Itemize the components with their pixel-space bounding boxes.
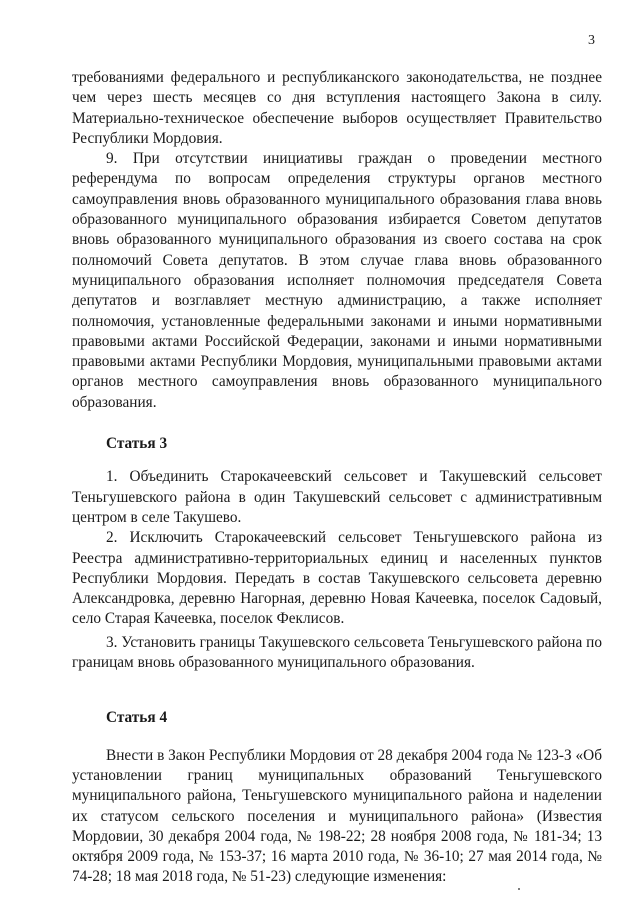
article-3-item-3: 3. Установить границы Такушевского сельсовета Теньгушевского района по границам вновь образованного муниципального образования. [72, 633, 602, 672]
article-4-text: Внести в Закон Республики Мордовия от 28 декабря 2004 года № 123-З «Об установлении границ муниципальных образований Теньгушевского муниципального района, Теньгушевского муниципального района и наделении их статусом сельского поселения и муниципального района» (Известия Мордовии, 30 декабря 2004 года, № 198-22; 28 ноября 2008 года, № 181-34; 13 октября 2009 года, № 153-37; 16 марта 2010 года, № 36-10; 27 мая 2014 года, № 74-28; 18 мая 2018 года, № 51-23) следующие изменения: [72, 746, 602, 886]
paragraph-continuation: требованиями федерального и республиканского законодательства, не позднее чем через шесть месяцев со дня вступления настоящего Закона в силу. Материально-техническое обеспечение выборов осуществляет Правительство Республики Мордовия. [72, 69, 602, 147]
scan-speck [518, 888, 520, 890]
article-3-item-1: 1. Объединить Старокачеевский сельсовет и Такушевский сельсовет Теньгушевского района в один Такушевский сельсовет с административным центром в селе Такушево. [72, 468, 602, 526]
page-number: 3 [588, 33, 595, 48]
article-4-heading: Статья 4 [106, 709, 168, 727]
paragraph-item-9: 9. При отсутствии инициативы граждан о проведении местного референдума по вопросам определения структуры органов местного самоуправления вновь образованного муниципального образования глава вновь образованного муниципального образования избирается Советом депутатов вновь образованного муниципального образования из своего состава на срок полномочий Совета депутатов. В этом случае глава вновь образованного муниципального образования исполняет полномочия председателя Совета депутатов и возглавляет местную администрацию, а также исполняет полномочия, установленные федеральными законами и иными нормативными правовыми актами Российской Федерации, законами и иными нормативными правовыми актами Республики Мордовия, муниципальными правовыми актами органов местного самоуправления вновь образованного муниципального образования. [72, 150, 602, 411]
article-3-heading: Статья 3 [106, 435, 168, 453]
article-3-item-2: 2. Исключить Старокачеевский сельсовет Теньгушевского района из Реестра административно-территориальных единиц и населенных пунктов Республики Мордовия. Передать в состав Такушевского сельсовета деревню Александровка, деревню Нагорная, деревню Новая Качеевка, поселок Садовый, село Старая Качеевка, поселок Феклисов. [72, 529, 602, 628]
document-body [72, 68, 602, 888]
